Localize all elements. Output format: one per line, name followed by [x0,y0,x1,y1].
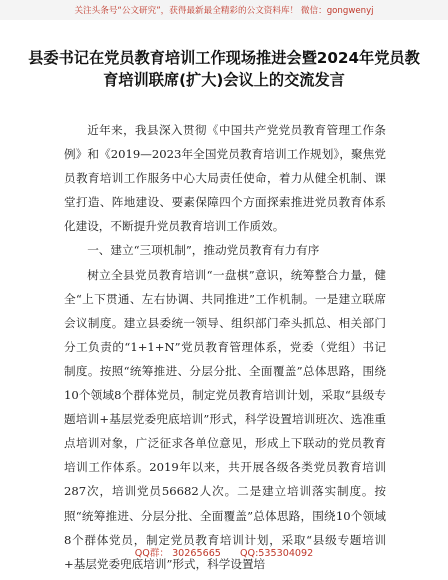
footer-qq: QQ:535304092 [239,548,314,559]
footer-contact [0,545,448,559]
banner-text: 关注头条号“公文研究”，获得最新最全精彩的公文资料库！ 微信：gongwenyj [74,6,374,16]
top-banner [0,0,448,20]
document-title: 县委书记在党员教育培训工作现场推进会暨2024年党员教育培训联席(扩大)会议上的交流发言 [28,49,420,89]
section-heading: 一、建立“三项机制”，推动党员教育有力有序 [87,243,320,258]
document-body [64,118,386,576]
footer-qq-group: QQ群： 30265665 [134,548,221,559]
intro-paragraph: 近年来，我县深入贯彻《中国共产党党员教育管理工作条例》和《2019—2023年全国党员教育培训工作规划》，聚焦党员教育培训工作服务中心大局责任使命，着力从健全机制、课堂打造、阵地建设、要素保障四个方面探索推进党员教育体系化建设，不断提升党员教育培训工作质效。 [64,123,386,234]
body-paragraph: 树立全县党员教育培训“一盘棋”意识，统筹整合力量，健全“上下贯通、左右协调、共同推进”工作机制。一是建立联席会议制度。建立县委统一领导、组织部门牵头抓总、相关部门分工负责的“1+1+N”党员教育管理体系，党委（党组）书记制度。按照“统筹推进、分层分批、全面覆盖”总体思路，围绕10个领域8个群体党员，制定党员教育培训计划，采取“县级专题培训+基层党委兜底培训”形式，科学设置培训班次、选准重点培训对象，广泛征求各单位意见，形成上下联动的党员教育培训工作体系。2019年以来，共开展各级各类党员教育培训287次，培训党员56682人次。二是建立培训落实制度。按照“统筹推进、分层分批、全面覆盖”总体思路，围绕10个领域8个群体党员，制定党员教育培训计划，采取“县级专题培训+基层党委兜底培训”形式，科学设置培 [64,267,386,571]
